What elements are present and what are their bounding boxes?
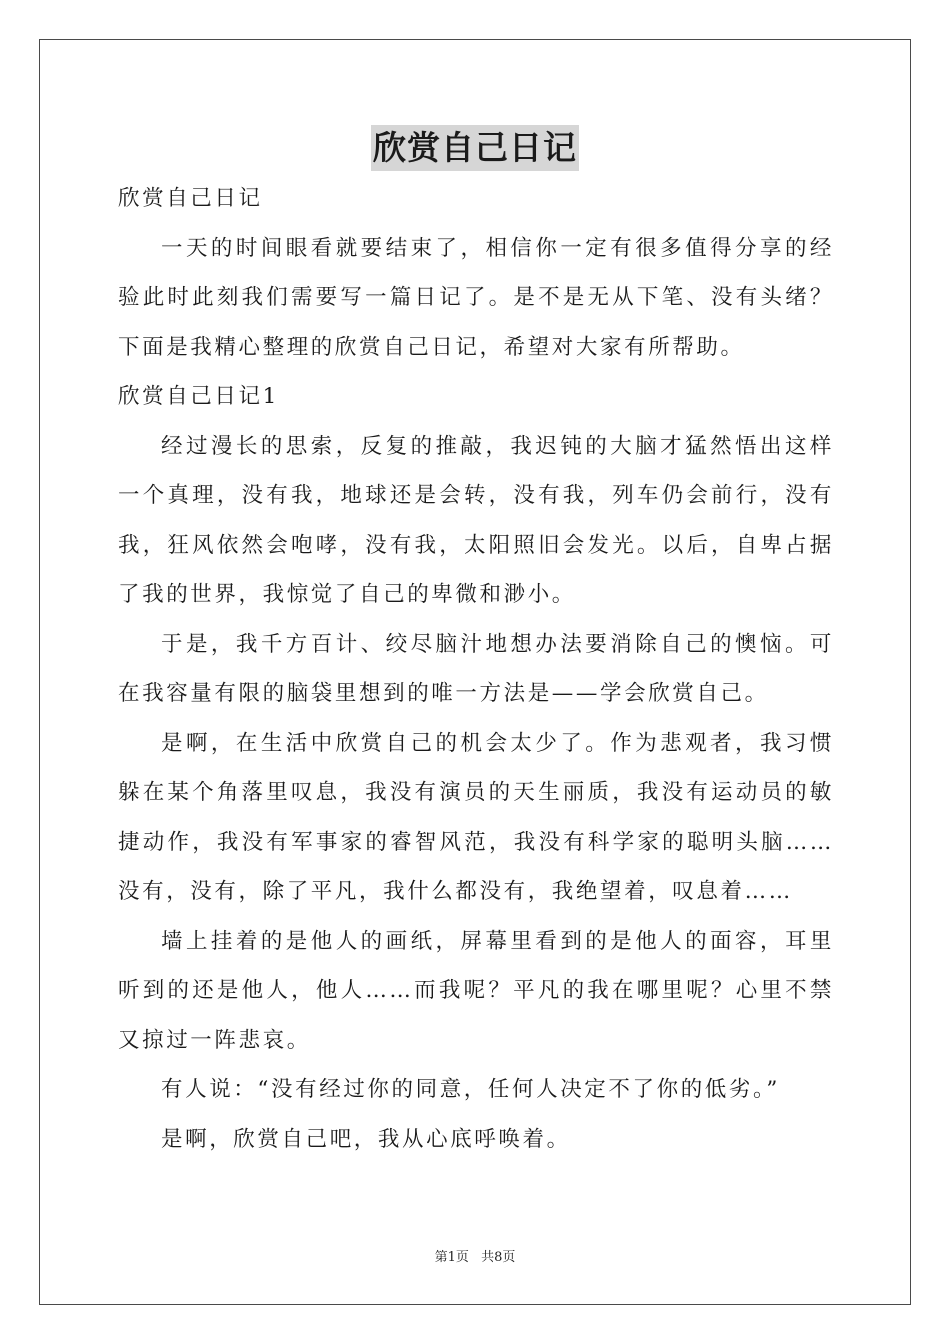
paragraph-body: 墙上挂着的是他人的画纸，屏幕里看到的是他人的面容，耳里听到的还是他人，他人……而我呢？平凡的我在哪里呢？心里不禁又掠过一阵悲哀。 — [118, 928, 834, 1053]
paragraph-closing: 是啊，欣赏自己吧，我从心底呼唤着。 — [161, 1126, 571, 1152]
page-total: 共8页 — [481, 1250, 516, 1265]
document-title: 欣赏自己日记 — [371, 125, 579, 171]
paragraph-quote: 有人说：“没有经过你的同意，任何人决定不了你的低劣。” — [161, 1077, 780, 1102]
paragraph-body: 于是，我千方百计、绞尽脑汁地想办法要消除自己的懊恼。可在我容量有限的脑袋里想到的唯一方法是——学会欣赏自己。 — [118, 631, 834, 706]
title-wrap — [0, 125, 950, 171]
page-number: 第1页 — [434, 1250, 469, 1265]
paragraph-body: 经过漫长的思索，反复的推敲，我迟钝的大脑才猛然悟出这样一个真理，没有我，地球还是会转，没有我，列车仍会前行，没有我，狂风依然会咆哮，没有我，太阳照旧会发光。以后，自卑占据了我的世界，我惊觉了自己的卑微和渺小。 — [118, 433, 834, 607]
paragraph-body: 是啊，在生活中欣赏自己的机会太少了。作为悲观者，我习惯躲在某个角落里叹息，我没有演员的天生丽质，我没有运动员的敏捷动作，我没有军事家的睿智风范，我没有科学家的聪明头脑……没有，没有，除了平凡，我什么都没有，我绝望着，叹息着…… — [118, 730, 834, 904]
paragraph-section-heading: 欣赏自己日记1 — [118, 384, 279, 409]
paragraph-subtitle: 欣赏自己日记 — [118, 186, 263, 211]
paragraph-intro: 一天的时间眼看就要结束了，相信你一定有很多值得分享的经验此时此刻我们需要写一篇日记了。是不是无从下笔、没有头绪？下面是我精心整理的欣赏自己日记，希望对大家有所帮助。 — [118, 235, 834, 360]
document-body — [118, 174, 834, 1164]
page-footer — [0, 1246, 950, 1265]
